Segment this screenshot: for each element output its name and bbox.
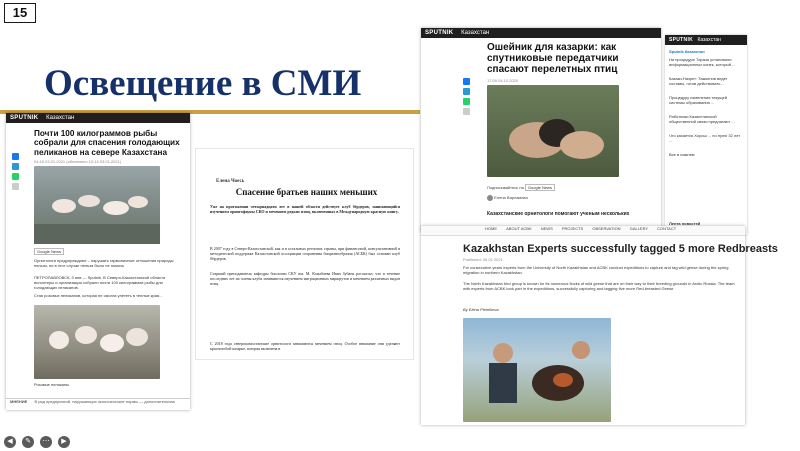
sidebar-post[interactable]: Казаки-Назрет: Тажкенов ведет составы, готов действовать... [669,76,728,86]
article-meta: Published: 05.01.2021 [463,257,503,262]
newspaper-article-screenshot [195,148,414,360]
share-icon[interactable] [463,108,470,115]
site-nav [421,226,745,236]
article-author: Елена Чоесь [216,179,245,184]
article-headline[interactable]: Kazakhstan Experts successfully tagged 5 more Redbreasts [463,243,778,255]
more-icon[interactable]: ⋯ [40,436,52,448]
article-byline: By Elena Pletnikova [463,307,499,312]
footer-text[interactable]: В ряд предприятий, нарушающих экологические нормы — дополнительная [34,399,175,404]
next-icon[interactable]: ▶ [58,436,70,448]
researchers-photo [463,318,611,422]
article-meta: 04:16 03.01.2021 (обновлено 10:14 03.01.2021) [34,159,122,164]
article-intro: Орнитологи предупреждают – нарушать гармоничные отношения природы нельзя, но в этот случае нельзя было не помочь [34,258,174,268]
sputnik-logo: SPUTNIK [10,115,39,121]
goose-image [487,85,619,177]
acbk-article-screenshot [421,226,778,425]
share-icon[interactable] [12,183,19,190]
pelicans-image-2 [34,305,160,379]
article-lead: Уже на протяжении четырнадцати лет в нашей области действует клуб бёрдеров, занимающийся изучением орнитофауны СКО и мечением редких птиц, включенных в Международную красную книгу. [210,204,400,214]
article-headline[interactable]: Ошейник для казарки: как спутниковые передатчики спасают перелетных птиц [487,42,619,75]
pelicans-image [34,166,160,244]
whatsapp-icon[interactable] [12,173,19,180]
article-meta: 17:09 04.10.2020 [487,78,519,83]
nav-observation[interactable]: OBSERVATION [592,226,621,231]
sidebar-post[interactable]: Что касается Хорош ... по нулю 32 лет ... [669,133,741,143]
article-paragraph: For consecutive years experts from the University of North Kazakhstan and ACBK conduct expeditions to capture and tag wild geese during the spring migration in northern Kazakhstan. [463,265,729,275]
telegram-icon[interactable] [12,163,19,170]
facebook-icon[interactable] [12,153,19,160]
feed-link[interactable]: Лента новостей [669,221,701,226]
pelicans-photo-2 [34,305,160,379]
goose-photo [487,85,619,177]
photo-caption: Розовые пеликаны [34,382,69,387]
google-news-button[interactable]: Google News [34,248,64,255]
telegram-icon[interactable] [463,88,470,95]
sputnik-header [6,113,190,123]
pen-icon[interactable]: ✎ [22,436,34,448]
nav-news[interactable]: NEWS [540,226,553,231]
researchers-image [463,318,611,422]
sidebar-post[interactable]: Все в нижнем [669,152,695,157]
region-label: Казахстан [697,37,721,43]
photo-caption: Казахстанские орнитологи помогают ученым нескольких [487,211,630,217]
nav-home[interactable]: HOME [485,226,497,231]
sidebar-header [665,35,747,45]
article-body-2: Старший преподаватель кафедры биологии СКУ им. М. Козыбаева Иван Зубань рассказал, что в течение последних лет их члены клуба занимаются изучением миграционных маршрутов и мечением различных видов птиц. [210,271,400,286]
google-news-button[interactable]: Google News [525,184,555,191]
sidebar-post[interactable]: На процедуре Тараза установили информационных конек, который ... [669,57,736,67]
region-label: Казахстан [461,30,490,36]
subscribe-row [34,248,64,255]
slide-title: Освещение в СМИ [44,63,362,104]
sidebar-post-list [669,57,743,163]
article-headline[interactable]: Почти 100 килограммов рыбы собрали для спасения голодающих пеликанов на севере Казахстана [34,129,180,157]
sputnik-logo: SPUTNIK [425,30,454,36]
facebook-icon[interactable] [463,78,470,85]
nav-gallery[interactable]: GALLERY [629,226,649,231]
footer-label: МНЕНИЕ [10,399,28,404]
prev-icon[interactable]: ◀ [4,436,16,448]
sidebar-post[interactable]: Работники Казахстанской общественной связи предлагают ... [669,114,735,124]
article-paragraph-2: The North Kazakhstan bird group is known for its numerous flocks of wild geese that are on their way to their breeding grounds in Arctic Russia. The team with experts from ACBK took part in the expeditions, successfully capturing and tagging five more Red-breasted Geese. [463,281,735,291]
author-row [487,195,528,201]
sidebar-post[interactable]: Процедуру изменения текущей системы образования ... [669,95,727,105]
slide-number: 15 [4,3,36,23]
article-paragraph: ПЕТРОПАВЛОВСК, 3 янв — Sputnik. В Северо-Казахстанской области волонтеры и организации собрали почти 100 килограммов рыбы для голодающих пеликанов. [34,275,166,290]
article-body: В 2007 году в Северо-Казахстанской, как и в остальных регионах страны, при финансовой, консультативной и методической поддержке Казахстанской ассоциации сохранения биоразнообразия (АСБК) был основан клуб бёрдеров. [210,246,400,261]
region-label: Казахстан [46,115,75,121]
nav-projects[interactable]: PROJECTS [561,226,584,231]
pelicans-photo [34,166,160,244]
channel-name[interactable]: Sputnik Казахстан [669,49,705,54]
author-avatar [487,195,493,201]
sputnik-channel-sidebar [665,35,747,235]
article-paragraph-2: Стая розовых пеликанов, которая не смогла улететь в теплые края... [34,293,163,298]
article-pelicans-screenshot [6,113,190,410]
subscribe-label: Подписывайтесь на [487,185,524,190]
share-column [12,153,21,190]
sputnik-logo: SPUTNIK [669,37,694,43]
article-footer [6,398,190,411]
article-headline: Спасение братьев наших меньших [235,187,378,197]
whatsapp-icon[interactable] [463,98,470,105]
nav-about[interactable]: ABOUT ACBK [506,226,532,231]
nav-contact[interactable]: CONTACT [657,226,677,231]
sputnik-header [421,28,661,38]
article-goose-screenshot [421,28,661,232]
article-body-3: С 2018 года североказахстанские орнитологи занимаются мечением птиц. Особое внимание они уделяют краснозобой казарке, которая включена в [210,341,400,351]
share-column [463,78,472,115]
author-name[interactable]: Елена Варламова [494,195,528,201]
subscribe-row [487,184,555,191]
